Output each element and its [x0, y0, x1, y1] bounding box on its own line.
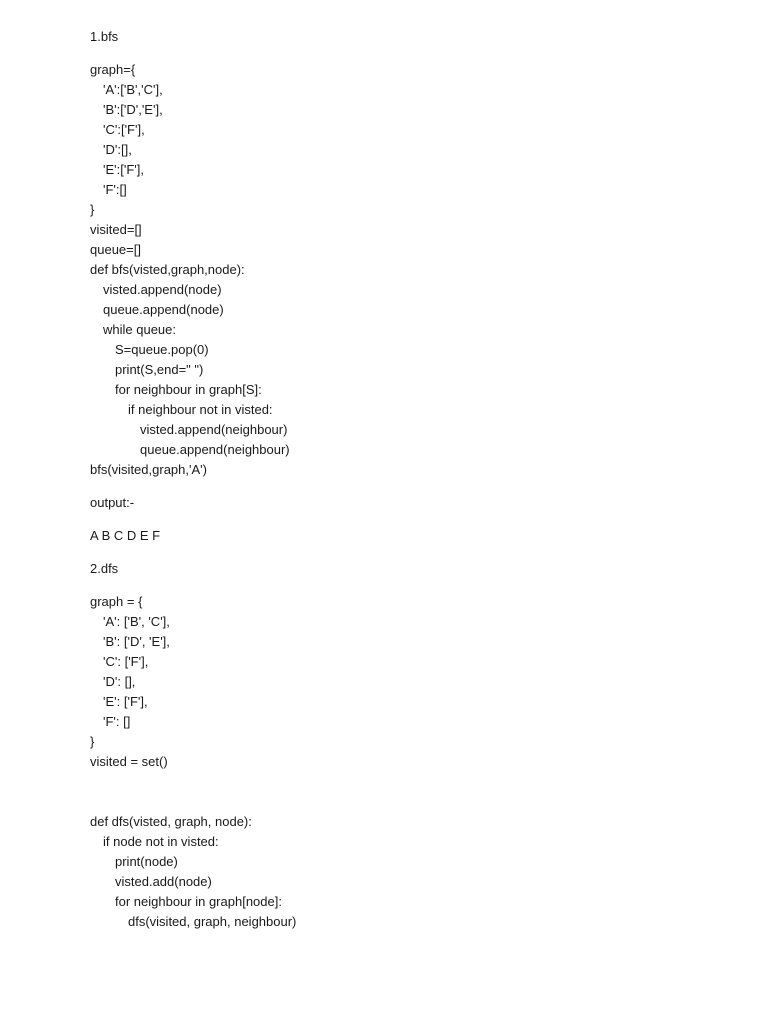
code-line: } [90, 202, 95, 217]
code-line: 'D':[], [103, 142, 132, 157]
code-line: 'B': ['D', 'E'], [103, 634, 170, 649]
code-line: 'C':['F'], [103, 122, 145, 137]
code-line: print(S,end=" ") [115, 362, 204, 377]
code-line: if node not in visted: [103, 834, 219, 849]
code-line: for neighbour in graph[node]: [115, 894, 282, 909]
code-line: 'E': ['F'], [103, 694, 148, 709]
code-line: visited=[] [90, 222, 142, 237]
code-line: 'E':['F'], [103, 162, 144, 177]
bfs-output-value [90, 526, 730, 546]
code-line: def dfs(visted, graph, node): [90, 814, 252, 829]
code-line: graph={ [90, 62, 136, 77]
code-line: visted.append(node) [103, 282, 222, 297]
code-line: } [90, 734, 95, 749]
code-line: visted.append(neighbour) [140, 422, 288, 437]
code-line: 'A':['B','C'], [103, 82, 163, 97]
code-line: queue=[] [90, 242, 141, 257]
code-line: bfs(visited,graph,'A') [90, 462, 207, 477]
code-line: 'F': [] [103, 714, 131, 729]
code-line: print(node) [115, 854, 178, 869]
code-line: graph = { [90, 594, 143, 609]
code-line: def bfs(visted,graph,node): [90, 262, 245, 277]
dfs-code-block-2 [90, 812, 730, 932]
code-line: 'A': ['B', 'C'], [103, 614, 170, 629]
code-line: S=queue.pop(0) [115, 342, 209, 357]
bfs-heading [90, 27, 730, 47]
bfs-output-label [90, 493, 730, 513]
dfs-heading [90, 559, 730, 579]
code-line: queue.append(neighbour) [140, 442, 290, 457]
code-line: 'D': [], [103, 674, 136, 689]
code-line: visited = set() [90, 754, 168, 769]
section-heading: 2.dfs [90, 561, 119, 576]
output-label: output:- [90, 495, 135, 510]
code-line: 'C': ['F'], [103, 654, 149, 669]
section-heading: 1.bfs [90, 29, 119, 44]
code-line: for neighbour in graph[S]: [115, 382, 262, 397]
document-page [90, 27, 730, 932]
code-line: while queue: [103, 322, 176, 337]
code-line: visted.add(node) [115, 874, 212, 889]
output-value: A B C D E F [90, 528, 161, 543]
code-line: 'F':[] [103, 182, 127, 197]
dfs-code-block-1 [90, 592, 730, 772]
code-line: if neighbour not in visted: [128, 402, 273, 417]
code-line: dfs(visited, graph, neighbour) [128, 914, 297, 929]
bfs-code-block [90, 60, 730, 480]
code-line: queue.append(node) [103, 302, 224, 317]
code-line: 'B':['D','E'], [103, 102, 163, 117]
